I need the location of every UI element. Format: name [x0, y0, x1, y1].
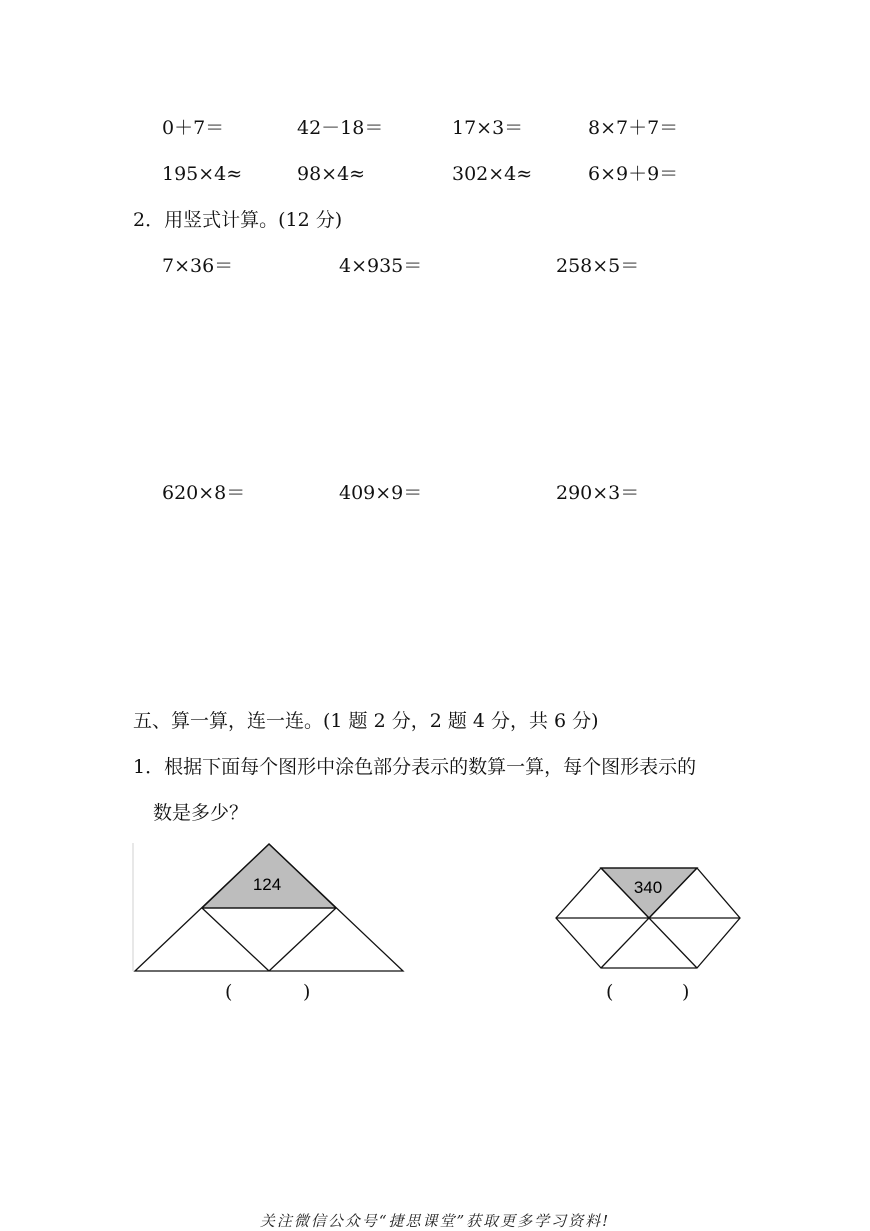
- vertical-calc-item: 4×935＝: [339, 255, 423, 277]
- oral-calc-item: 98×4≈: [297, 163, 366, 185]
- shaded-value-label: 340: [633, 878, 663, 897]
- vertical-calc-item: 409×9＝: [339, 482, 423, 504]
- hexagon-figure: [550, 862, 745, 977]
- vertical-calc-item: 620×8＝: [162, 482, 246, 504]
- question-1-text-cont: 数是多少？: [153, 802, 249, 824]
- oral-calc-item: 302×4≈: [452, 163, 533, 185]
- oral-calc-item: 6×9＋9＝: [588, 163, 679, 185]
- answer-paren-open: (: [606, 981, 614, 1003]
- oral-calc-item: 0＋7＝: [162, 117, 225, 139]
- oral-calc-item: 42－18＝: [297, 117, 384, 139]
- vertical-calc-item: 290×3＝: [556, 482, 640, 504]
- footer-watermark-text: 关注微信公众号“捷思课堂”获取更多学习资料!: [259, 1212, 611, 1230]
- vertical-calc-item: 7×36＝: [162, 255, 234, 277]
- oral-calc-item: 195×4≈: [162, 163, 243, 185]
- triangle-figure: [128, 838, 413, 978]
- answer-paren-close: ): [303, 981, 311, 1003]
- vertical-calc-item: 258×5＝: [556, 255, 640, 277]
- oral-calc-item: 8×7＋7＝: [588, 117, 679, 139]
- question-2-title: 2．用竖式计算。(12 分): [133, 209, 343, 231]
- section-5-title: 五、算一算，连一连。(1 题 2 分，2 题 4 分，共 6 分): [133, 710, 599, 732]
- oral-calc-item: 17×3＝: [452, 117, 524, 139]
- answer-paren-close: ): [682, 981, 690, 1003]
- answer-paren-open: (: [225, 981, 233, 1003]
- question-1-text: 1．根据下面每个图形中涂色部分表示的数算一算，每个图形表示的: [133, 756, 697, 778]
- shaded-value-label: 124: [252, 875, 282, 894]
